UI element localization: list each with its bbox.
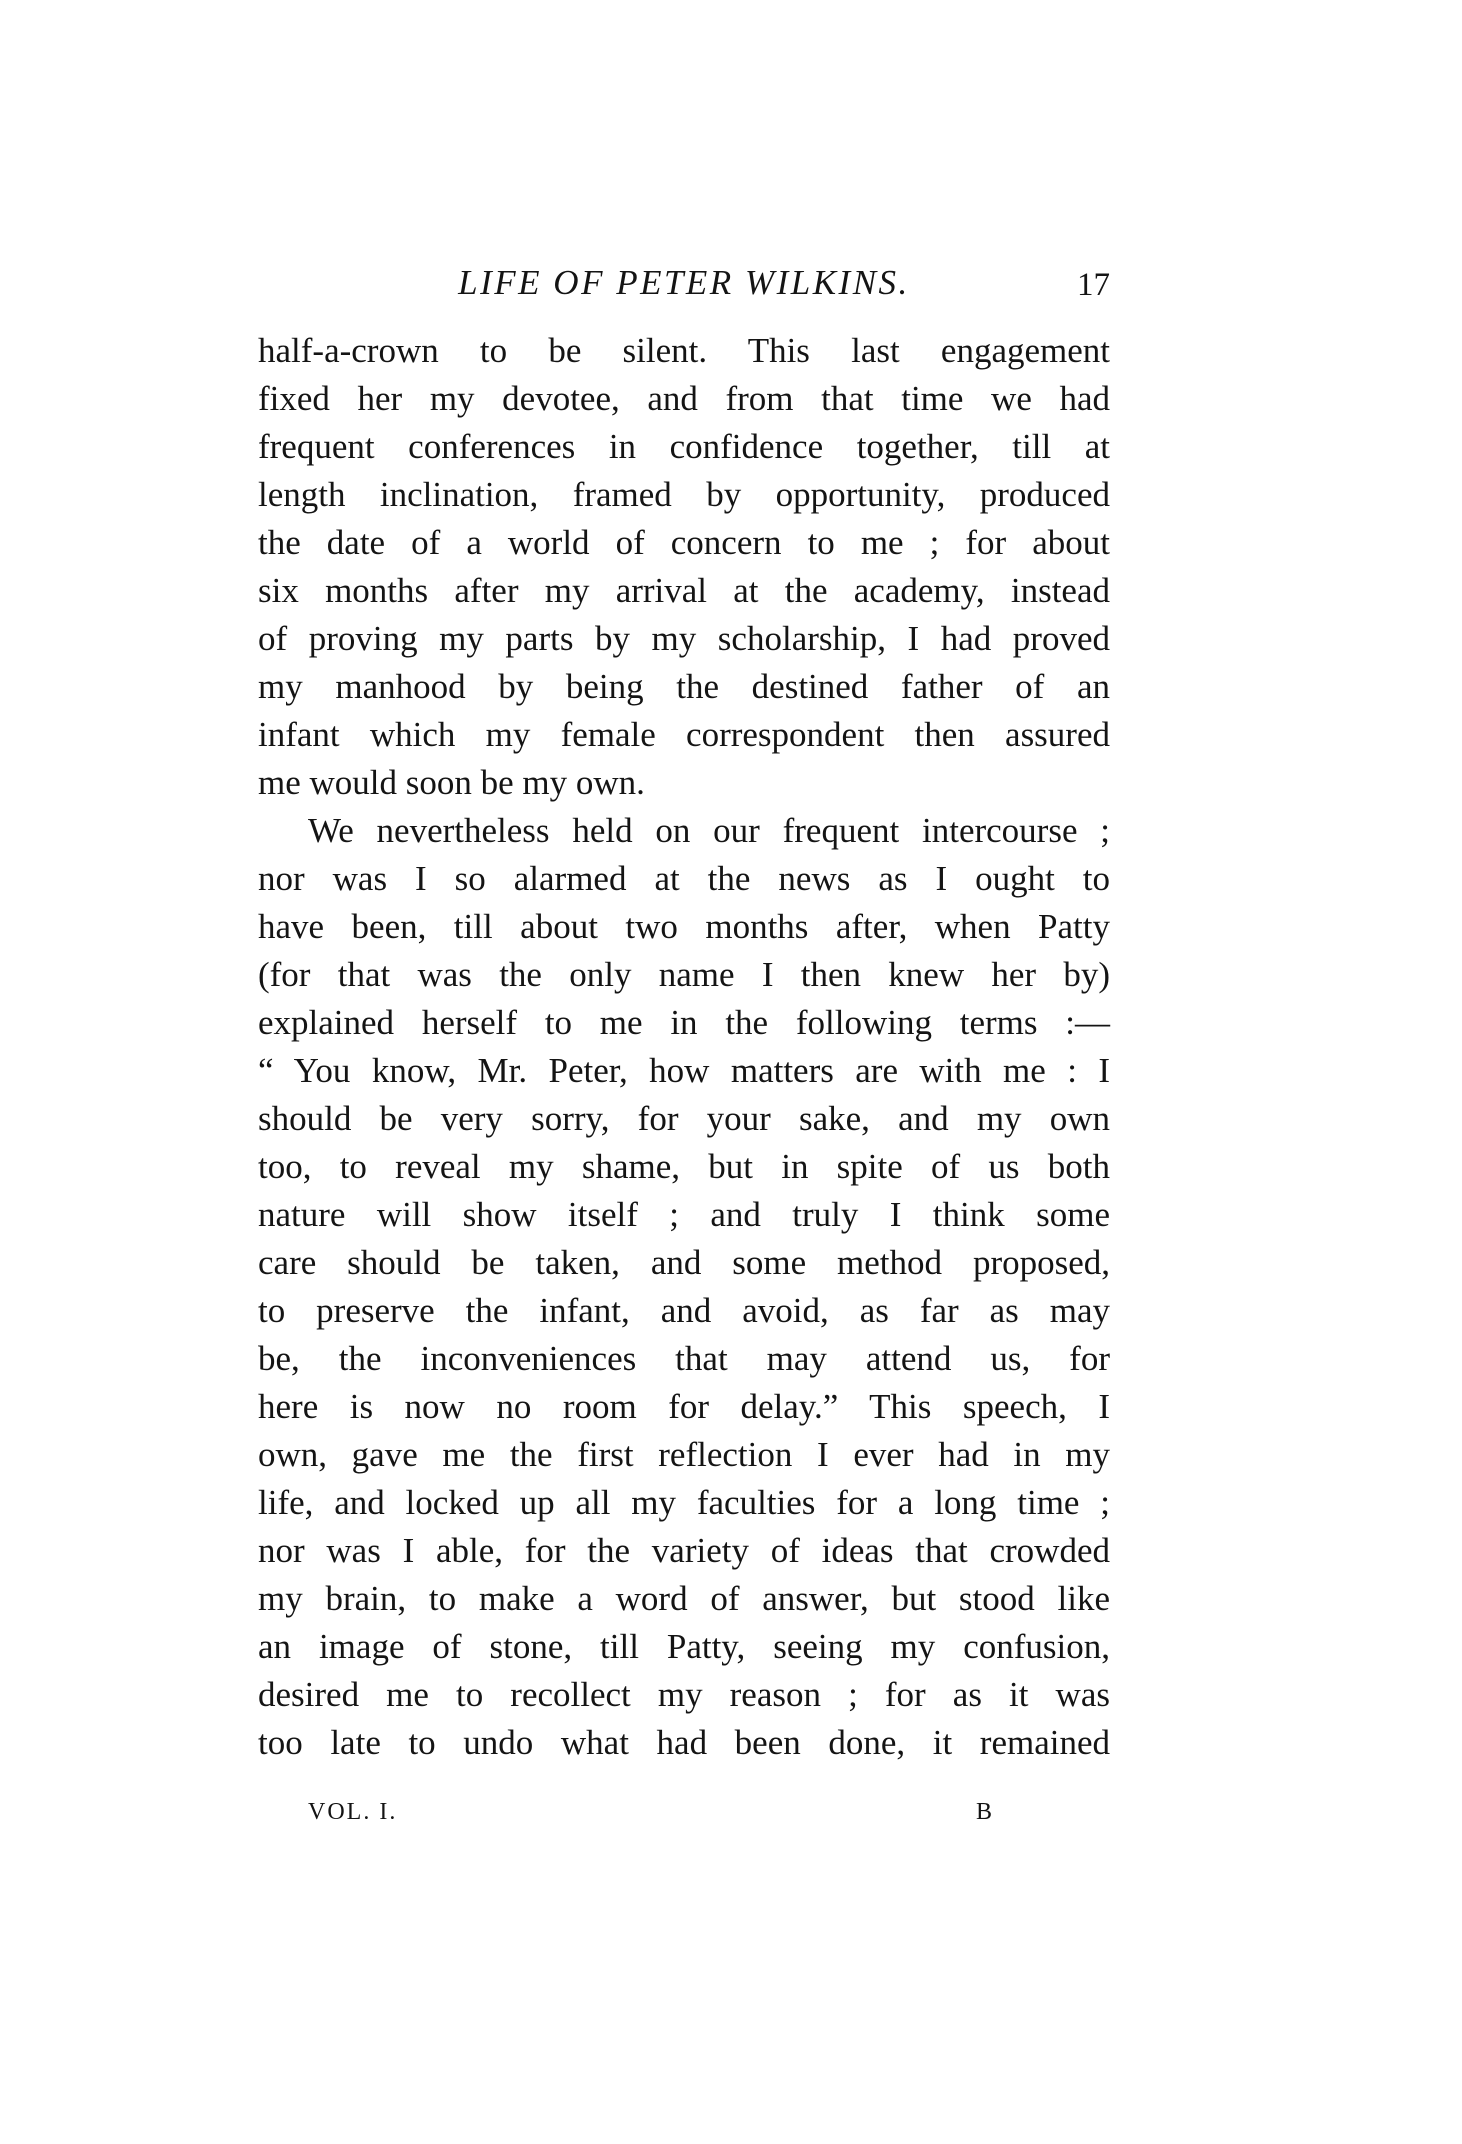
text-line: desired me to recollect my reason ; for as it was bbox=[258, 1675, 1110, 1714]
body-text bbox=[258, 327, 1110, 1767]
text-line: should be very sorry, for your sake, and my own bbox=[258, 1099, 1110, 1138]
text-line: an image of stone, till Patty, seeing my confusion, bbox=[258, 1627, 1110, 1666]
text-line: “ You know, Mr. Peter, how matters are with me : I bbox=[258, 1051, 1110, 1090]
signature-mark: B bbox=[976, 1799, 995, 1825]
text-line: length inclination, framed by opportunity, produced bbox=[258, 475, 1110, 514]
text-line: my brain, to make a word of answer, but stood like bbox=[258, 1579, 1110, 1618]
text-line: nature will show itself ; and truly I think some bbox=[258, 1195, 1110, 1234]
text-line: to preserve the infant, and avoid, as far as may bbox=[258, 1291, 1110, 1330]
volume-label: VOL. I. bbox=[308, 1799, 398, 1825]
text-line: fixed her my devotee, and from that time we had bbox=[258, 379, 1110, 418]
text-line: be, the inconveniences that may attend us, for bbox=[258, 1339, 1110, 1378]
text-line: six months after my arrival at the academy, instead bbox=[258, 571, 1110, 610]
text-line: explained herself to me in the following terms :— bbox=[258, 1003, 1110, 1042]
running-head bbox=[258, 258, 1110, 308]
running-title: LIFE OF PETER WILKINS. bbox=[458, 263, 910, 302]
text-line: too, to reveal my shame, but in spite of us both bbox=[258, 1147, 1110, 1186]
text-line: have been, till about two months after, when Patty bbox=[258, 907, 1110, 946]
text-line: own, gave me the first reflection I ever had in my bbox=[258, 1435, 1110, 1474]
text-line: nor was I able, for the variety of ideas that crowded bbox=[258, 1531, 1110, 1570]
text-line: of proving my parts by my scholarship, I had proved bbox=[258, 619, 1110, 658]
text-line: too late to undo what had been done, it remained bbox=[258, 1723, 1110, 1762]
text-line: my manhood by being the destined father of an bbox=[258, 667, 1110, 706]
text-line: life, and locked up all my faculties for a long time ; bbox=[258, 1483, 1110, 1522]
page-footer bbox=[308, 1792, 1008, 1832]
page-number: 17 bbox=[1077, 267, 1110, 303]
text-line: me would soon be my own. bbox=[258, 763, 645, 802]
text-line: We nevertheless held on our frequent intercourse ; bbox=[308, 811, 1110, 850]
text-line: infant which my female correspondent then assured bbox=[258, 715, 1110, 754]
text-line: frequent conferences in confidence together, till at bbox=[258, 427, 1110, 466]
text-line: here is now no room for delay.” This speech, I bbox=[258, 1387, 1110, 1426]
text-line: care should be taken, and some method proposed, bbox=[258, 1243, 1110, 1282]
text-line: (for that was the only name I then knew her by) bbox=[258, 955, 1110, 994]
text-line: nor was I so alarmed at the news as I ought to bbox=[258, 859, 1110, 898]
text-line: half-a-crown to be silent. This last engagement bbox=[258, 331, 1110, 370]
text-line: the date of a world of concern to me ; for about bbox=[258, 523, 1110, 562]
